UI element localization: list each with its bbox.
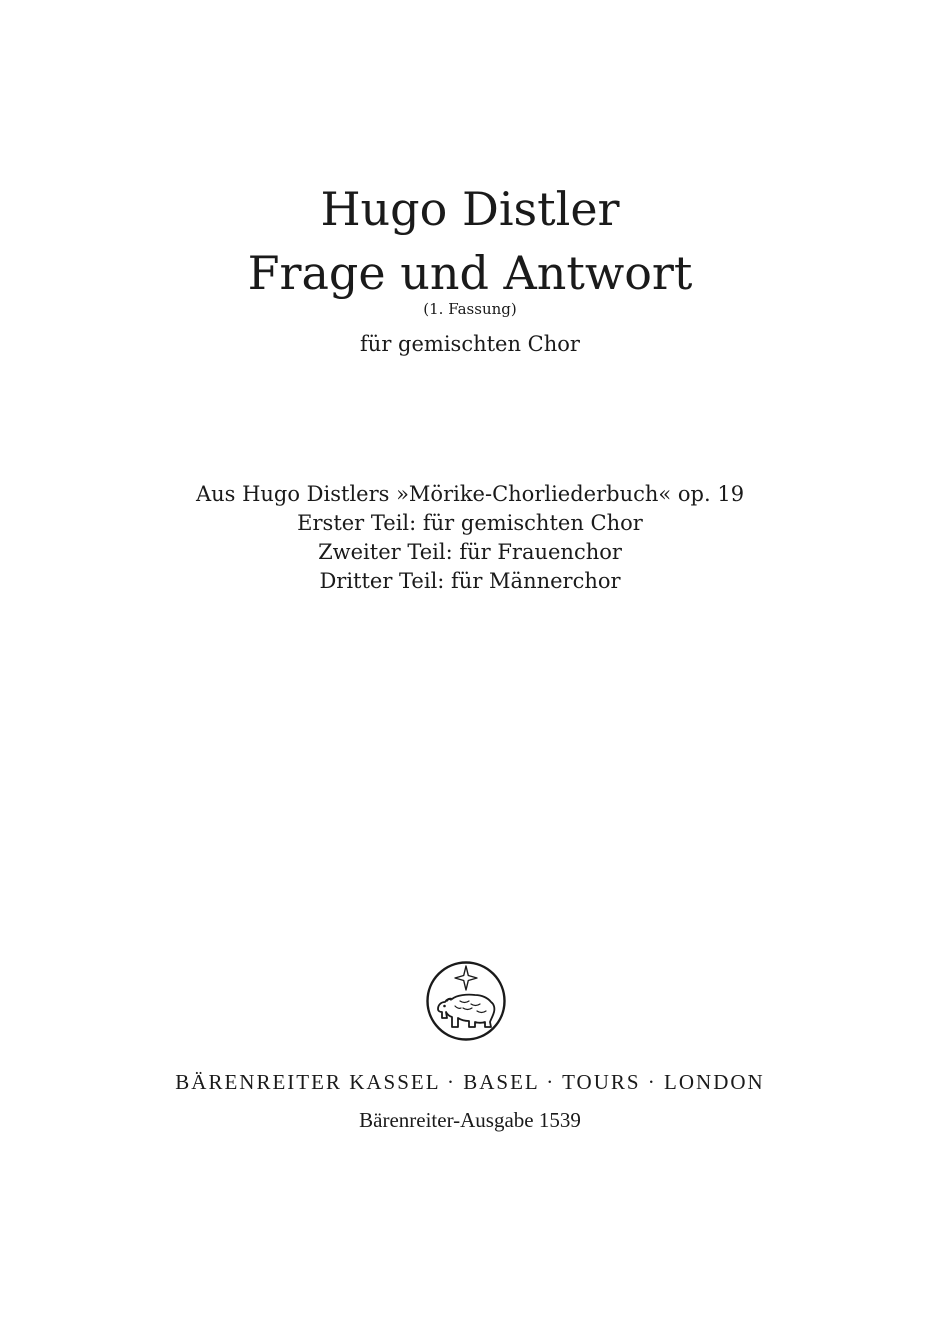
- scoring-subtitle: für gemischten Chor: [360, 332, 580, 356]
- source-line-collection: Aus Hugo Distlers »Mörike-Chorliederbuch« op. 19: [195, 482, 745, 506]
- version-note: (1. Fassung): [423, 300, 517, 318]
- source-line-part-one: Erster Teil: für gemischten Chor: [297, 511, 643, 535]
- source-line-part-two: Zweiter Teil: für Frauenchor: [318, 540, 622, 564]
- work-title: Frage und Antwort: [247, 246, 693, 300]
- composer-name: Hugo Distler: [320, 182, 620, 236]
- source-info: [0, 480, 940, 596]
- edition-number: Bärenreiter-Ausgabe 1539: [359, 1108, 581, 1132]
- publisher-line: BÄRENREITER KASSEL · BASEL · TOURS · LONDON: [175, 1070, 765, 1094]
- baerenreiter-bear-star-logo-icon: [425, 960, 507, 1042]
- source-line-part-three: Dritter Teil: für Männerchor: [319, 569, 621, 593]
